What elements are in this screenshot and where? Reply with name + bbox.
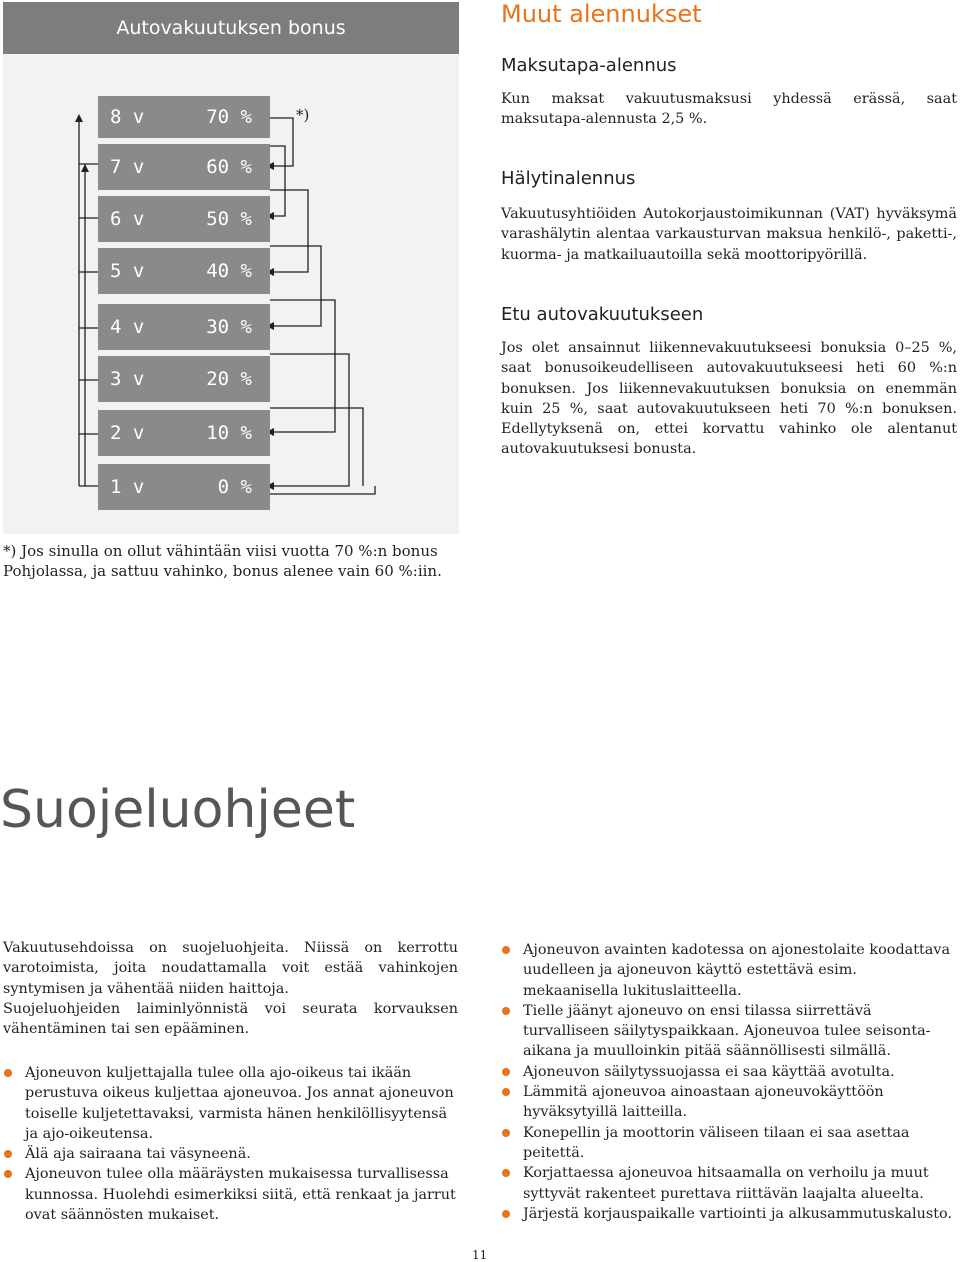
bonus-level-8: 8 v 70 % xyxy=(98,96,270,138)
bullet-dot-icon xyxy=(502,1068,510,1076)
list-item: Ajoneuvon säilytyssuojassa ei saa käyttää avotulta. xyxy=(501,1062,957,1082)
bonus-level-2: 2 v 10 % xyxy=(98,410,270,456)
bonus-diagram-header: Autovakuutuksen bonus xyxy=(3,2,459,54)
footnote-text: Jos sinulla on ollut vähintään viisi vuotta 70 %:n bonus Pohjolassa, ja sattuu vahinko, bonus alenee vain 60 %:iin. xyxy=(3,542,442,580)
down-arrow-1 xyxy=(270,486,375,494)
list-item: Konepellin ja moottorin väliseen tilaan ei saa asettaa peitettä. xyxy=(501,1123,957,1164)
section-heading-etu: Etu autovakuutukseen xyxy=(501,304,704,325)
list-item: Korjattaessa ajoneuvoa hitsaamalla on verhoilu ja muut syttyvät rakenteet purettava riittävän laajalta alueelta. xyxy=(501,1163,957,1204)
list-item: Järjestä korjauspaikalle vartiointi ja alkusammutuskalusto. xyxy=(501,1204,957,1224)
down-arrow-4 xyxy=(270,300,335,432)
bonus-level-7: 7 v 60 % xyxy=(98,144,270,190)
bullet-dot-icon xyxy=(4,1150,12,1158)
section-heading-maksutapa: Maksutapa-alennus xyxy=(501,55,677,76)
footnote-marker: *) xyxy=(296,106,310,124)
bonus-level-6: 6 v 50 % xyxy=(98,196,270,242)
list-item: Ajoneuvon kuljettajalla tulee olla ajo-oikeus tai ikään perustuva oikeus kuljettaa ajoneuvoa. Jos annat ajoneuvon toiselle kuljetettavaksi, varmista hänen henkilöllisyytensä ja ajo-oikeutensa. xyxy=(3,1063,458,1144)
down-arrow-3 xyxy=(270,354,349,486)
bonus-diagram-panel xyxy=(3,2,459,534)
bullet-dot-icon xyxy=(4,1170,12,1178)
list-item: Ajoneuvon avainten kadotessa on ajonestolaite koodattava uudelleen ja ajoneuvon käyttö estettävä esim. mekaanisella lukituslaitteella. xyxy=(501,940,957,1001)
bullet-dot-icon xyxy=(502,1169,510,1177)
suojelu-right-list xyxy=(501,940,957,1224)
suojelu-intro-1: Vakuutusehdoissa on suojeluohjeita. Niissä on kerrottu varotoimista, joita noudattamalla voit estää vahinkojen syntymisen ja vähentää niiden haittoja. xyxy=(3,940,458,997)
suojelu-intro-2: Suojeluohjeiden laiminlyönnistä voi seurata korvauksen vähentäminen tai sen epääminen. xyxy=(3,1001,458,1038)
down-arrow-7 xyxy=(270,146,285,216)
suojeluohjeet-title: Suojeluohjeet xyxy=(0,780,356,840)
down-arrow-5 xyxy=(270,246,321,326)
bullet-dot-icon xyxy=(502,1007,510,1015)
bullet-dot-icon xyxy=(502,1129,510,1137)
bonus-level-1: 1 v 0 % xyxy=(98,464,270,510)
section-body-maksutapa: Kun maksat vakuutusmaksusi yhdessä erässä, saat maksutapa-alennusta 2,5 %. xyxy=(501,91,957,128)
list-item: Älä aja sairaana tai väsyneenä. xyxy=(3,1144,458,1164)
suojelu-left-list xyxy=(3,1063,458,1225)
bullet-dot-icon xyxy=(502,1210,510,1218)
bonus-level-5: 5 v 40 % xyxy=(98,248,270,294)
bonus-footnote xyxy=(3,541,463,581)
list-item: Lämmitä ajoneuvoa ainoastaan ajoneuvokäyttöön hyväksytyillä laitteilla. xyxy=(501,1082,957,1123)
down-arrow-6 xyxy=(270,190,308,272)
bullet-dot-icon xyxy=(4,1069,12,1077)
list-item: Ajoneuvon tulee olla määräysten mukaisessa turvallisessa kunnossa. Huolehdi esimerkiksi siitä, että renkaat ja jarrut ovat säännösten mukaiset. xyxy=(3,1164,458,1225)
section-body-halytin: Vakuutusyhtiöiden Autokorjaustoimikunnan (VAT) hyväksymä varashälytin alentaa varkausturvan maksua henkilö-, paketti-, kuorma- ja matkailuautoilla sekä moottoripyörillä. xyxy=(501,206,957,263)
page-number: 11 xyxy=(472,1248,488,1262)
bonus-level-4: 4 v 30 % xyxy=(98,304,270,350)
section-body-etu: Jos olet ansainnut liikennevakuutukseesi bonuksia 0–25 %, saat bonusoikeudelliseen autovakuutukseesi heti 60 %:n bonuksen. Jos liikennevakuutuksen bonuksia on enemmän kuin 25 %, saat autovakuutukseen heti 70 %:n bonuksen. Edellytyksenä on, ettei korvattu vahinko ole alentanut autovakuutuksesi bonusta. xyxy=(501,340,957,458)
down-arrow-8 xyxy=(270,118,293,166)
muut-alennukset-title: Muut alennukset xyxy=(501,0,702,28)
list-item: Tielle jäänyt ajoneuvo on ensi tilassa siirrettävä turvalliseen säilytyspaikkaan. Ajoneuvoa tulee seisonta-aikana ja muulloinkin pitää säännöllisesti silmällä. xyxy=(501,1001,957,1062)
footnote-marker-inline: *) xyxy=(3,542,17,560)
bonus-level-3: 3 v 20 % xyxy=(98,356,270,402)
bullet-dot-icon xyxy=(502,946,510,954)
section-heading-halytin: Hälytinalennus xyxy=(501,168,636,189)
bullet-dot-icon xyxy=(502,1088,510,1096)
